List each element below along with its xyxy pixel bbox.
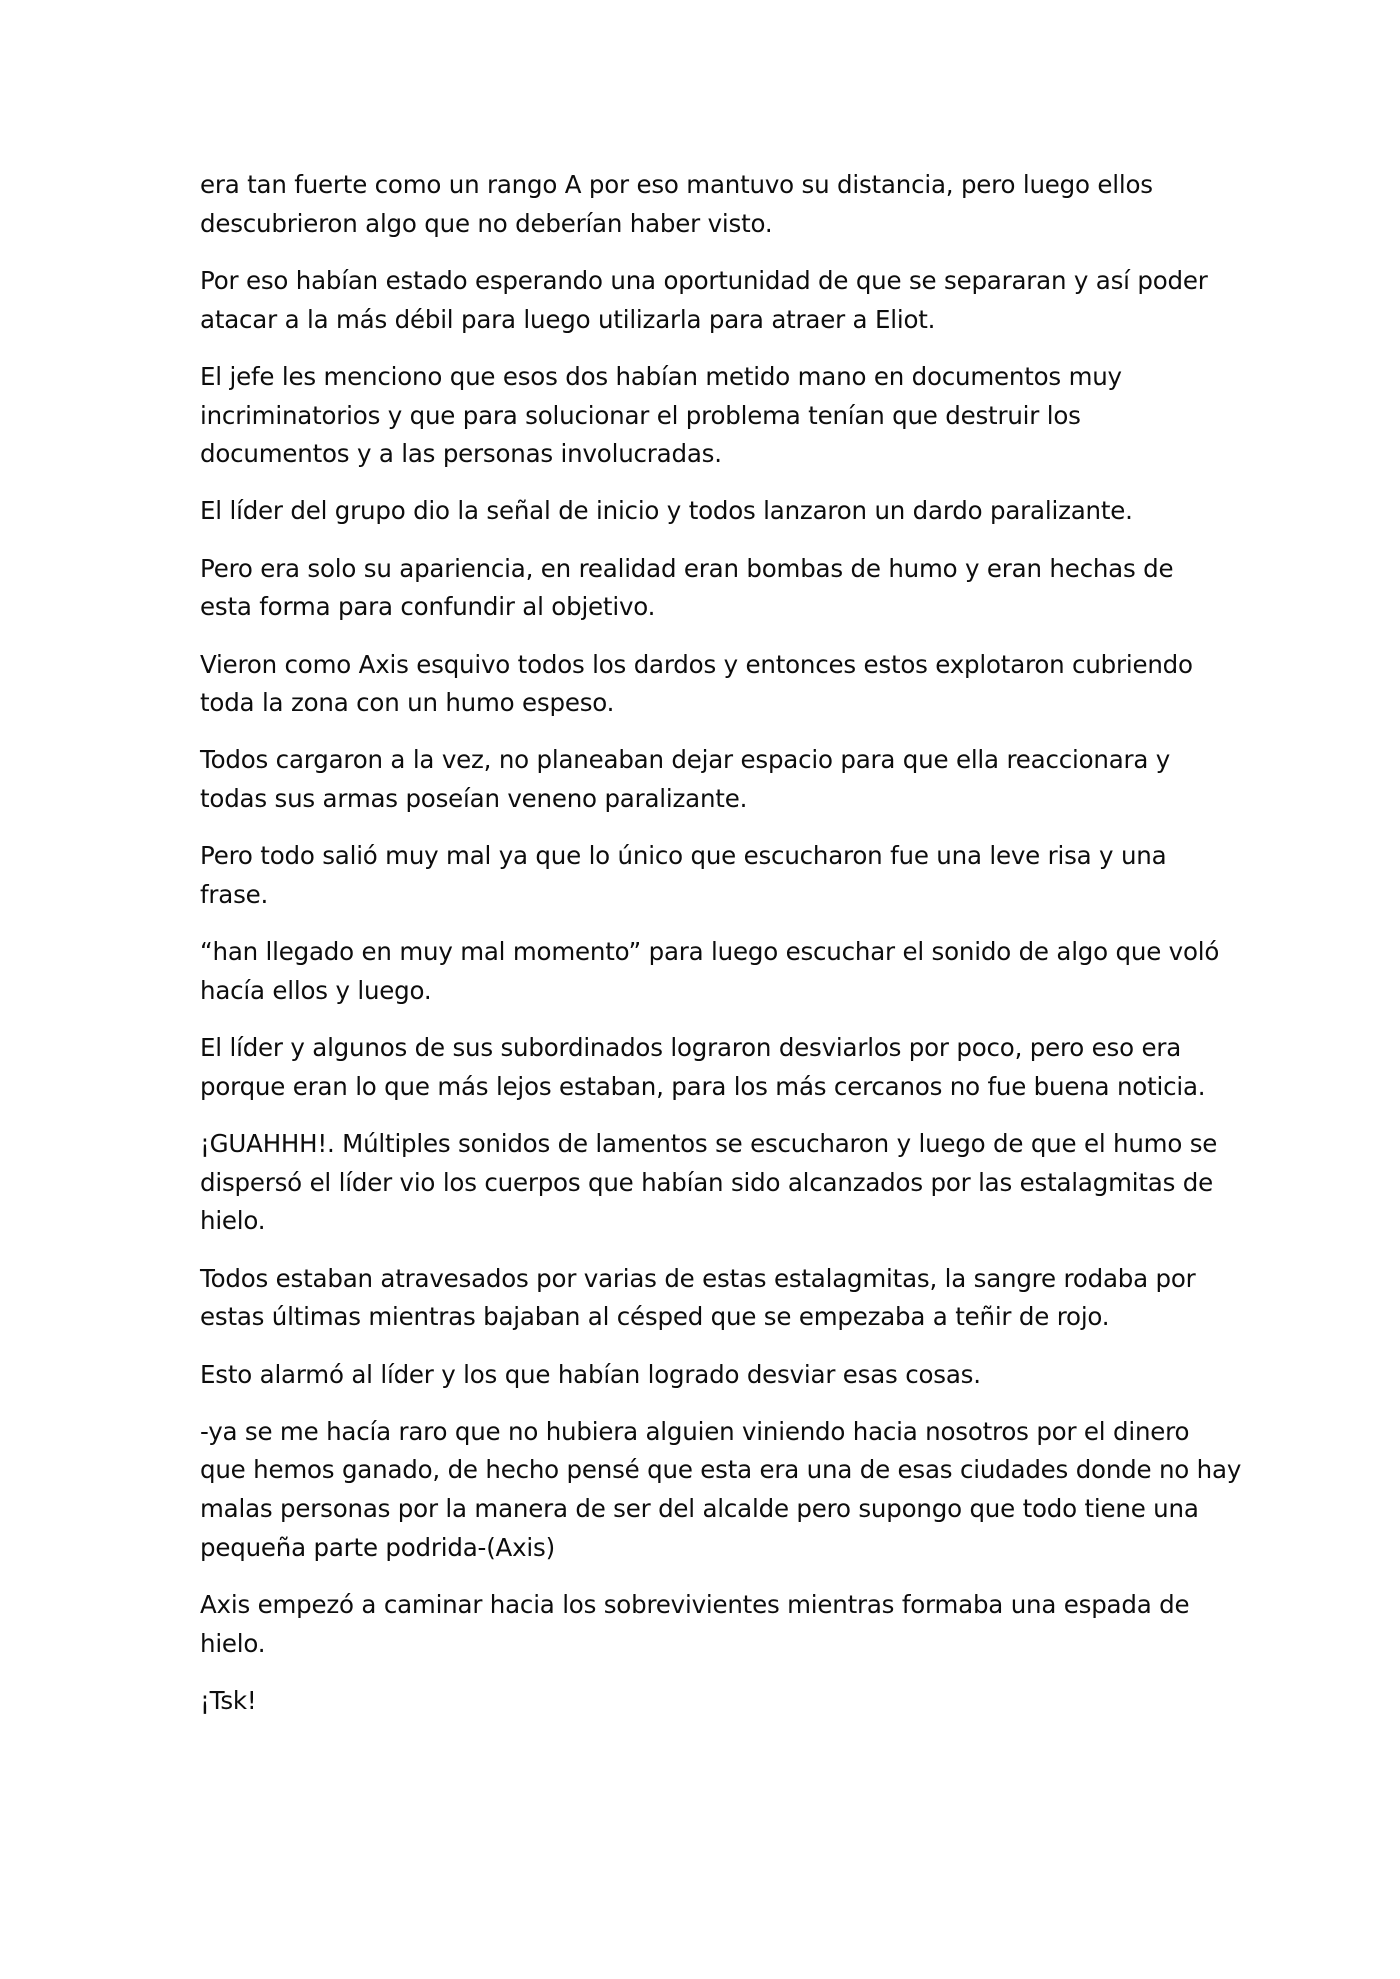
text-line: ¡GUAHHH!. Múltiples sonidos de lamentos se escucharon y luego de que el humo se — [200, 1129, 1218, 1159]
text-line: dispersó el líder vio los cuerpos que habían sido alcanzados por las estalagmitas de — [200, 1167, 1213, 1197]
paragraph — [200, 550, 1200, 627]
text-line: atacar a la más débil para luego utilizarla para atraer a Eliot. — [200, 304, 936, 334]
text-line: malas personas por la manera de ser del alcalde pero supongo que todo tiene una — [200, 1494, 1199, 1524]
text-line: incriminatorios y que para solucionar el problema tenían que destruir los — [200, 400, 1081, 430]
text-line: hielo. — [200, 1206, 266, 1236]
text-line: Todos cargaron a la vez, no planeaban dejar espacio para que ella reaccionara y — [200, 745, 1171, 775]
text-line: Axis empezó a caminar hacia los sobrevivientes mientras formaba una espada de — [200, 1590, 1190, 1620]
text-line: porque eran lo que más lejos estaban, para los más cercanos no fue buena noticia. — [200, 1071, 1206, 1101]
text-line: estas últimas mientras bajaban al césped que se empezaba a teñir de rojo. — [200, 1302, 1110, 1332]
paragraph — [200, 1413, 1242, 1568]
text-line: Todos estaban atravesados por varias de estas estalagmitas, la sangre rodaba por — [200, 1263, 1196, 1293]
text-line: era tan fuerte como un rango A por eso mantuvo su distancia, pero luego ellos — [200, 170, 1153, 199]
document-body — [200, 166, 1242, 1739]
paragraph — [200, 1260, 1200, 1337]
text-line: -ya se me hacía raro que no hubiera alguien viniendo hacia nosotros por el dinero — [200, 1416, 1190, 1446]
text-line: Por eso habían estado esperando una oportunidad de que se separaran y así poder — [200, 265, 1208, 295]
text-line: Pero era solo su apariencia, en realidad eran bombas de humo y eran hechas de — [200, 553, 1174, 583]
paragraph — [200, 1682, 1200, 1721]
text-line: documentos y a las personas involucradas. — [200, 439, 722, 469]
paragraph — [200, 646, 1200, 723]
text-line: “han llegado en muy mal momento” para luego escuchar el sonido de algo que voló — [200, 937, 1220, 967]
text-line: esta forma para confundir al objetivo. — [200, 592, 656, 622]
paragraph — [200, 262, 1208, 339]
text-line: El líder y algunos de sus subordinados lograron desviarlos por poco, pero eso era — [200, 1033, 1182, 1063]
text-line: Vieron como Axis esquivo todos los dardos y entonces estos explotaron cubriendo — [200, 649, 1193, 679]
text-line: descubrieron algo que no deberían haber visto. — [200, 208, 773, 238]
paragraph — [200, 358, 1200, 474]
text-line: hacía ellos y luego. — [200, 975, 432, 1005]
paragraph — [200, 1356, 1200, 1395]
text-line: que hemos ganado, de hecho pensé que esta era una de esas ciudades donde no hay — [200, 1455, 1242, 1485]
paragraph — [200, 741, 1200, 818]
text-line: Pero todo salió muy mal ya que lo único que escucharon fue una leve risa y una — [200, 841, 1167, 871]
paragraph — [200, 492, 1200, 531]
text-line: toda la zona con un humo espeso. — [200, 688, 615, 718]
paragraph — [200, 933, 1220, 1010]
paragraph — [200, 1125, 1218, 1241]
text-line: Esto alarmó al líder y los que habían logrado desviar esas cosas. — [200, 1359, 981, 1389]
text-line: ¡Tsk! — [200, 1686, 257, 1715]
text-line: pequeña parte podrida-(Axis) — [200, 1532, 555, 1562]
paragraph — [200, 166, 1200, 243]
paragraph — [200, 1029, 1206, 1106]
paragraph — [200, 837, 1200, 914]
text-line: El jefe les menciono que esos dos habían metido mano en documentos muy — [200, 361, 1122, 391]
text-line: El líder del grupo dio la señal de inicio y todos lanzaron un dardo paralizante. — [200, 496, 1133, 526]
text-line: frase. — [200, 880, 269, 910]
text-line: hielo. — [200, 1628, 266, 1658]
paragraph — [200, 1586, 1200, 1663]
text-line: todas sus armas poseían veneno paralizante. — [200, 784, 748, 814]
